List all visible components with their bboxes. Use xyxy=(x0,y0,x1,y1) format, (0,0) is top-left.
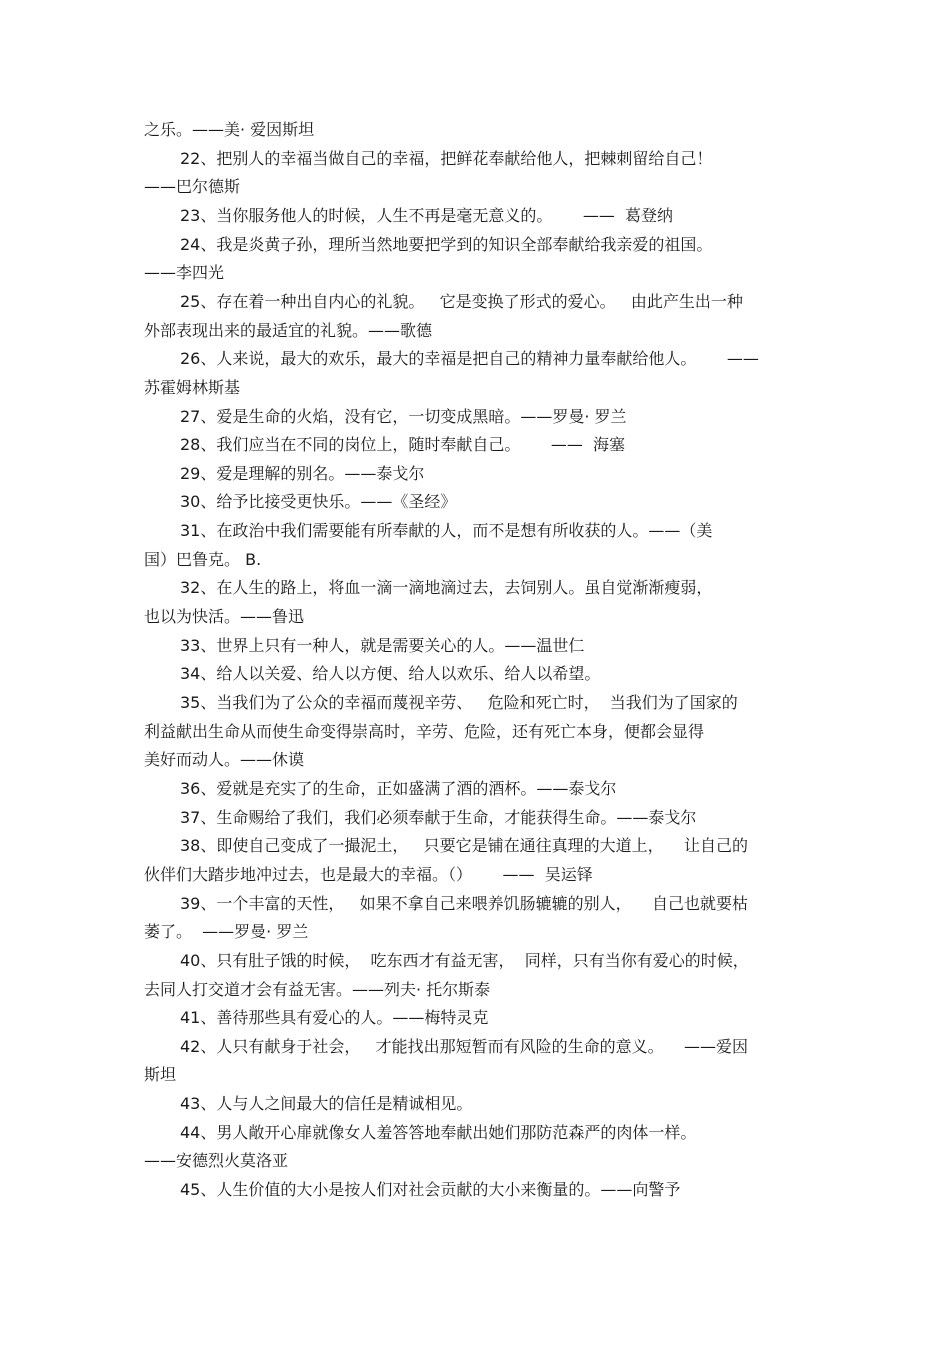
text-line: 27、爱是生命的火焰，没有它，一切变成黑暗。——罗曼· 罗兰 xyxy=(180,406,627,426)
text-line: 29、爱是理解的别名。——泰戈尔 xyxy=(180,463,425,483)
text-line: 38、即使自己变成了一撮泥土， 只要它是铺在通往真理的大道上， 让自己的 xyxy=(180,836,748,856)
text-line: 去同人打交道才会有益无害。——列夫· 托尔斯泰 xyxy=(144,979,491,999)
text-line: 40、只有肚子饿的时候， 吃东西才有益无害， 同样，只有当你有爱心的时候， xyxy=(180,950,749,970)
text-line: 美好而动人。——休谟 xyxy=(144,750,305,770)
text-line: 31、在政治中我们需要能有所奉献的人，而不是想有所收获的人。——（美 xyxy=(180,521,713,541)
text-line: 32、在人生的路上，将血一滴一滴地滴过去，去饲别人。虽自觉渐渐瘦弱， xyxy=(180,578,713,598)
text-line: 25、存在着一种出自内心的礼貌。 它是变换了形式的爱心。 由此产生出一种 xyxy=(180,291,743,311)
text-line: ——李四光 xyxy=(144,263,225,283)
text-line: 24、我是炎黄子孙，理所当然地要把学到的知识全部奉献给我亲爱的祖国。 xyxy=(180,234,713,254)
text-line: 42、人只有献身于社会， 才能找出那短暂而有风险的生命的意义。 ——爱因 xyxy=(180,1036,748,1056)
text-line: 外部表现出来的最适宜的礼貌。——歌德 xyxy=(144,320,433,340)
text-line: 37、生命赐给了我们，我们必须奉献于生命，才能获得生命。——泰戈尔 xyxy=(180,807,697,827)
text-line: 34、给人以关爱、给人以方便、给人以欢乐、给人以希望。 xyxy=(180,664,601,684)
text-line: 35、当我们为了公众的幸福而蔑视辛劳、 危险和死亡时， 当我们为了国家的 xyxy=(180,693,738,712)
text-line: 45、人生价值的大小是按人们对社会贡献的大小来衡量的。——向警予 xyxy=(180,1180,681,1199)
text-line: 22、把别人的幸福当做自己的幸福，把鲜花奉献给他人，把棘刺留给自己！ xyxy=(180,148,713,168)
text-line: 39、一个丰富的天性， 如果不拿自己来喂养饥肠辘辘的别人， 自己也就要枯 xyxy=(180,893,748,913)
text-line: 43、人与人之间最大的信任是精诚相见。 xyxy=(180,1094,473,1114)
text-line: 斯坦 xyxy=(144,1065,177,1085)
text-line: 国）巴鲁克。 B. xyxy=(144,549,262,569)
text-line: 44、男人敞开心扉就像女人羞答答地奉献出她们那防范森严的肉体一样。 xyxy=(180,1122,697,1142)
text-line: 之乐。——美· 爱因斯坦 xyxy=(144,120,315,139)
text-line: 36、爱就是充实了的生命，正如盛满了酒的酒杯。——泰戈尔 xyxy=(180,778,617,798)
text-line: ——安德烈火莫洛亚 xyxy=(144,1151,289,1171)
text-line: 利益献出生命从而使生命变得崇高时，辛劳、危险，还有死亡本身，便都会显得 xyxy=(144,721,705,741)
text-line: ——巴尔德斯 xyxy=(144,177,241,197)
text-line: 26、人来说，最大的欢乐，最大的幸福是把自己的精神力量奉献给他人。 —— xyxy=(180,349,759,369)
text-line: 23、当你服务他人的时候，人生不再是毫无意义的。 —— 葛登纳 xyxy=(180,205,674,225)
text-line: 28、我们应当在不同的岗位上，随时奉献自己。 —— 海塞 xyxy=(180,435,626,455)
text-line: 也以为快活。——鲁迅 xyxy=(144,607,305,626)
text-line: 萎了。 ——罗曼· 罗兰 xyxy=(144,922,309,942)
text-line: 33、世界上只有一种人，就是需要关心的人。——温世仁 xyxy=(180,635,585,655)
text-line: 41、善待那些具有爱心的人。——梅特灵克 xyxy=(180,1008,489,1028)
text-line: 苏霍姆林斯基 xyxy=(144,377,241,397)
text-line: 30、给予比接受更快乐。——《圣经》 xyxy=(180,492,457,512)
text-line: 伙伴们大踏步地冲过去，也是最大的幸福。（） —— 吴运铎 xyxy=(144,864,593,884)
